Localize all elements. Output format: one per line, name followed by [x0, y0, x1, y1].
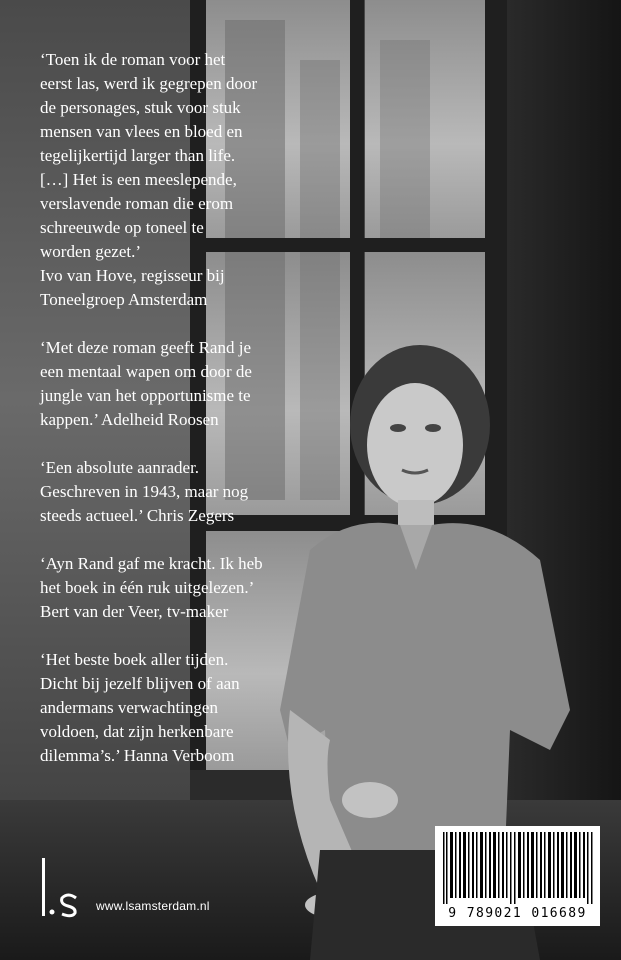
quote-line: schreeuwde op toneel te [40, 218, 204, 237]
quote-adelheid-roosen [40, 336, 560, 432]
quote-line: ‘Toen ik de roman voor het [40, 50, 226, 69]
quote-line: steeds actueel.’ Chris Zegers [40, 506, 235, 525]
quote-line: voldoen, dat zijn herkenbare [40, 722, 234, 741]
quote-line: eerst las, werd ik gegrepen door [40, 74, 258, 93]
quote-line: worden gezet.’ [40, 242, 142, 261]
barcode [435, 826, 600, 926]
quote-attribution: Toneelgroep Amsterdam [40, 290, 208, 309]
quote-line: ‘Een absolute aanrader. [40, 458, 200, 477]
barcode-bars [441, 832, 594, 904]
quote-line: ‘Ayn Rand gaf me kracht. Ik heb [40, 554, 263, 573]
isbn-number: 9 789021 016689 [448, 906, 587, 921]
quote-bert-van-der-veer [40, 552, 560, 624]
quote-line: verslavende roman die erom [40, 194, 234, 213]
quote-line: Dicht bij jezelf blijven of aan [40, 674, 240, 693]
quote-line: een mentaal wapen om door de [40, 362, 252, 381]
quote-line: andermans verwachtingen [40, 698, 218, 717]
quote-hanna-verboom [40, 648, 560, 768]
publisher-url[interactable]: www.lsamsterdam.nl [96, 899, 210, 913]
quote-line: ‘Het beste boek aller tijden. [40, 650, 229, 669]
review-quotes [40, 48, 560, 792]
quote-attribution: Ivo van Hove, regisseur bij [40, 266, 225, 285]
quote-line: tegelijkertijd larger than life. [40, 146, 236, 165]
quote-line: mensen van vlees en bloed en [40, 122, 243, 141]
quote-line: het boek in één ruk uitgelezen.’ [40, 578, 255, 597]
quote-line: jungle van het opportunisme te [40, 386, 251, 405]
quote-line: dilemma’s.’ Hanna Verboom [40, 746, 235, 765]
quote-line: […] Het is een meeslepende, [40, 170, 237, 189]
quote-line: ‘Met deze roman geeft Rand je [40, 338, 251, 357]
quote-ivo-van-hove [40, 48, 560, 312]
quote-line: kappen.’ Adelheid Roosen [40, 410, 219, 429]
quote-chris-zegers [40, 456, 560, 528]
quote-line: de personages, stuk voor stuk [40, 98, 241, 117]
quote-attribution: Bert van der Veer, tv-maker [40, 602, 229, 621]
publisher-logo [38, 858, 88, 918]
quote-line: Geschreven in 1943, maar nog [40, 482, 249, 501]
